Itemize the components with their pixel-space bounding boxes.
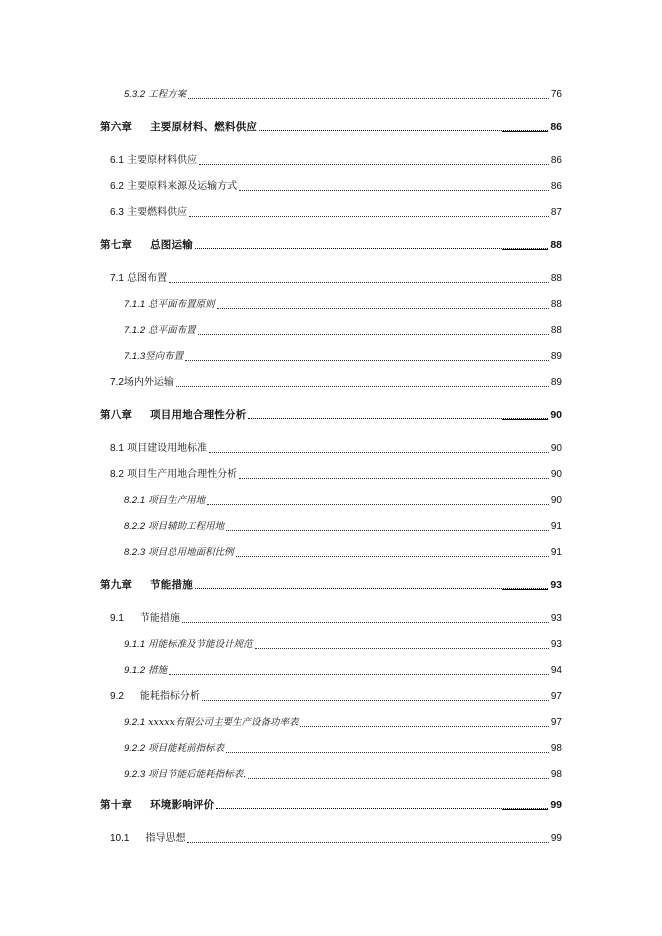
toc-entry-title: 总平面布置原则: [148, 299, 215, 310]
dot-leader: [169, 282, 549, 283]
toc-entry-page: 86: [550, 155, 562, 166]
toc-chapter-page: 88: [550, 239, 562, 251]
toc-entry-label: [110, 180, 237, 194]
toc-entry-title: 主要原材料供应: [127, 155, 198, 166]
toc-entry-number: 7.1.2: [124, 325, 146, 336]
toc-chapter-label: [100, 798, 214, 812]
toc-entry-label: [110, 442, 207, 456]
dot-leader: [300, 726, 548, 727]
toc-entry-page: 94: [550, 665, 562, 676]
toc-entry-number: 6.2: [110, 181, 124, 192]
toc-entry-9-2[interactable]: [0, 688, 662, 704]
toc-chapter-title: 总图运输: [150, 239, 193, 251]
dot-leader: [195, 248, 548, 249]
toc-entry-5-3-2[interactable]: [0, 86, 662, 102]
toc-entry-9-2-1[interactable]: [0, 714, 662, 730]
toc-entry-number: 7.1: [110, 273, 124, 284]
toc-entry-label: [124, 742, 224, 756]
toc-entry-7-2[interactable]: [0, 374, 662, 390]
dot-leader: [226, 752, 549, 753]
dot-leader: [217, 308, 549, 309]
toc-entry-page: 98: [550, 743, 562, 754]
toc-chapter-number: 第八章: [100, 409, 133, 421]
toc-chapter-8[interactable]: [0, 406, 662, 422]
toc-entry-label: [110, 272, 167, 286]
toc-entry-9-2-3[interactable]: [0, 766, 662, 782]
toc-chapter-page: 90: [550, 409, 562, 421]
toc-chapter-page: 93: [550, 579, 562, 591]
dot-leader: [236, 556, 549, 557]
toc-entry-label: [124, 546, 234, 560]
toc-chapter-number: 第六章: [100, 121, 133, 133]
dot-leader: [216, 808, 548, 809]
toc-entry-label: [124, 638, 253, 652]
toc-entry-page: 90: [550, 495, 562, 506]
toc-entry-page: 89: [550, 351, 562, 362]
toc-entry-6-3[interactable]: [0, 204, 662, 220]
toc-entry-number: 9.1.1: [124, 639, 146, 650]
toc-chapter-number: 第七章: [100, 239, 133, 251]
toc-entry-page: 97: [550, 691, 562, 702]
dot-leader: [185, 360, 549, 361]
toc-entry-number: 10.1: [110, 833, 130, 844]
toc-entry-8-2[interactable]: [0, 466, 662, 482]
toc-chapter-label: [100, 578, 193, 592]
toc-entry-title: 节能措施: [139, 613, 180, 624]
dot-leader: [199, 164, 549, 165]
toc-entry-title: 项目节能后能耗指标表.: [148, 769, 247, 780]
dot-leader: [226, 530, 549, 531]
toc-entry-title: 能耗指标分析: [139, 691, 200, 702]
toc-entry-page: 76: [550, 89, 562, 100]
toc-entry-page: 90: [550, 443, 562, 454]
toc-entry-title: 项目生产用地: [148, 495, 206, 506]
toc-entry-6-1[interactable]: [0, 152, 662, 168]
toc-entry-page: 88: [550, 325, 562, 336]
toc-entry-title: 主要原料来源及运输方式: [127, 181, 238, 192]
dot-leader: [189, 216, 549, 217]
toc-entry-label: [124, 716, 298, 730]
toc-chapter-10[interactable]: [0, 796, 662, 812]
toc-entry-page: 89: [550, 377, 562, 388]
toc-entry-number: 8.2: [110, 469, 124, 480]
toc-entry-number: 8.2.2: [124, 521, 146, 532]
toc-entry-label: [124, 88, 186, 102]
toc-chapter-page: 99: [550, 799, 562, 811]
toc-entry-label: [110, 468, 237, 482]
toc-entry-8-2-2[interactable]: [0, 518, 662, 534]
toc-chapter-label: [100, 120, 257, 134]
toc-entry-label: [124, 350, 183, 364]
toc-chapter-title: 环境影响评价: [150, 799, 215, 811]
toc-entry-title: 项目建设用地标准: [127, 443, 208, 454]
toc-chapter-label: [100, 238, 193, 252]
toc-entry-page: 88: [550, 273, 562, 284]
toc-entry-page: 91: [550, 547, 562, 558]
dot-leader: [198, 334, 549, 335]
toc-entry-label: [124, 298, 215, 312]
toc-entry-number: 5.3.2: [124, 89, 146, 100]
toc-entry-label: [110, 612, 180, 626]
toc-entry-number: 9.2.2: [124, 743, 146, 754]
toc-entry-page: 98: [550, 769, 562, 780]
dot-leader: [195, 588, 548, 589]
toc-entry-9-1[interactable]: [0, 610, 662, 626]
toc-entry-label: [124, 494, 205, 508]
toc-entry-7-1-2[interactable]: [0, 322, 662, 338]
toc-chapter-label: [100, 408, 246, 422]
toc-entry-9-1-2[interactable]: [0, 662, 662, 678]
toc-entry-number: 7.1.3: [124, 351, 146, 362]
toc-entry-label: [124, 664, 167, 678]
dot-leader: [209, 452, 549, 453]
toc-entry-number: 9.2: [110, 691, 124, 702]
toc-entry-title: xxxxx有限公司主要生产设备功率表: [148, 717, 299, 728]
dot-leader: [176, 386, 549, 387]
toc-entry-label: [124, 520, 224, 534]
toc-entry-10-1[interactable]: [0, 830, 662, 846]
toc-chapter-title: 节能措施: [150, 579, 193, 591]
toc-entry-title: 场内外运输: [123, 377, 174, 388]
toc-entry-number: 6.3: [110, 207, 124, 218]
toc-entry-page: 88: [550, 299, 562, 310]
toc-entry-number: 9.1.2: [124, 665, 146, 676]
toc-entry-page: 91: [550, 521, 562, 532]
dot-leader: [182, 622, 549, 623]
toc-entry-page: 87: [550, 207, 562, 218]
dot-leader: [188, 98, 549, 99]
toc-entry-number: 6.1: [110, 155, 124, 166]
toc-entry-7-1-3[interactable]: [0, 348, 662, 364]
toc-entry-page: 86: [550, 181, 562, 192]
toc-entry-title: 主要燃料供应: [127, 207, 188, 218]
dot-leader: [248, 778, 549, 779]
toc-entry-number: 7.2: [110, 377, 124, 388]
toc-entry-number: 8.2.1: [124, 495, 146, 506]
dot-leader: [207, 504, 549, 505]
toc-entry-page: 97: [550, 717, 562, 728]
toc-entry-title: 总图布置: [127, 273, 168, 284]
toc-entry-7-1-1[interactable]: [0, 296, 662, 312]
dot-leader: [239, 190, 549, 191]
toc-entry-page: 93: [550, 639, 562, 650]
toc-entry-7-1[interactable]: [0, 270, 662, 286]
toc-chapter-title: 主要原材料、燃料供应: [150, 121, 258, 133]
toc-entry-page: 90: [550, 469, 562, 480]
toc-entry-label: [110, 690, 200, 704]
toc-entry-title: 指导思想: [145, 833, 186, 844]
dot-leader: [169, 674, 549, 675]
toc-entry-title: 工程方案: [148, 89, 187, 100]
toc-entry-6-2[interactable]: [0, 178, 662, 194]
toc-chapter-number: 第九章: [100, 579, 133, 591]
toc-entry-label: [110, 154, 197, 168]
toc-entry-label: [110, 206, 187, 220]
dot-leader: [259, 130, 548, 131]
toc-entry-title: 项目能耗前指标表: [148, 743, 225, 754]
toc-entry-label: [124, 768, 246, 782]
dot-leader: [239, 478, 549, 479]
toc-entry-label: [110, 376, 174, 390]
toc-entry-title: 总平面布置: [148, 325, 196, 336]
toc-entry-title: 竖向布置: [145, 351, 184, 362]
toc-entry-number: 7.1.1: [124, 299, 146, 310]
toc-chapter-6[interactable]: [0, 118, 662, 134]
toc-entry-number: 8.1: [110, 443, 124, 454]
toc-entry-number: 9.2.3: [124, 769, 146, 780]
toc-entry-page: 99: [550, 833, 562, 844]
toc-entry-8-2-1[interactable]: [0, 492, 662, 508]
toc-entry-8-1[interactable]: [0, 440, 662, 456]
dot-leader: [248, 418, 548, 419]
dot-leader: [187, 842, 548, 843]
toc-chapter-page: 86: [550, 121, 562, 133]
toc-entry-title: 项目辅助工程用地: [148, 521, 225, 532]
toc-chapter-number: 第十章: [100, 799, 133, 811]
toc-entry-9-2-2[interactable]: [0, 740, 662, 756]
toc-entry-number: 9.2.1: [124, 717, 146, 728]
toc-entry-9-1-1[interactable]: [0, 636, 662, 652]
toc-entry-8-2-3[interactable]: [0, 544, 662, 560]
toc-entry-label: [124, 324, 196, 338]
toc-entry-title: 项目总用地面积比例: [148, 547, 234, 558]
toc-entry-number: 8.2.3: [124, 547, 146, 558]
toc-entry-title: 用能标准及节能设计规范: [148, 639, 253, 650]
toc-entry-label: [110, 832, 185, 846]
dot-leader: [255, 648, 549, 649]
toc-entry-number: 9.1: [110, 613, 124, 624]
toc-chapter-9[interactable]: [0, 576, 662, 592]
toc-entry-title: 措施: [148, 665, 168, 676]
toc-entry-title: 项目生产用地合理性分析: [127, 469, 238, 480]
dot-leader: [202, 700, 549, 701]
toc-chapter-7[interactable]: [0, 236, 662, 252]
toc-entry-page: 93: [550, 613, 562, 624]
toc-chapter-title: 项目用地合理性分析: [150, 409, 247, 421]
